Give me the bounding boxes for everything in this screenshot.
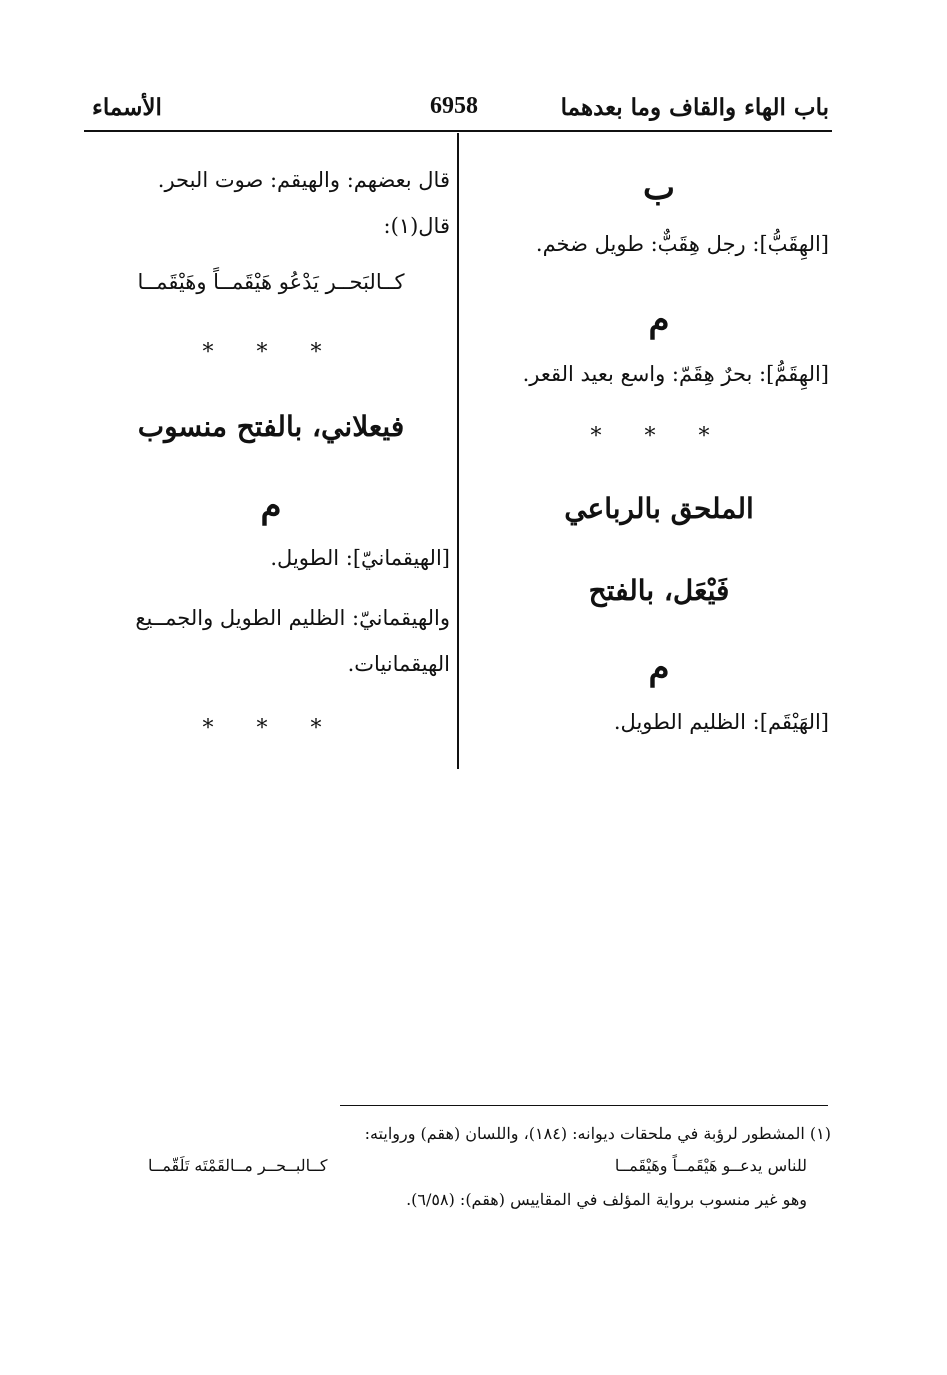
header-rule <box>84 130 832 132</box>
section-separator-stars: * * * <box>202 716 340 741</box>
footnote-reference: وهو غير منسوب برواية المؤلف في المقاييس (هقم): (٦/٥٨). <box>406 1190 807 1209</box>
page-number: 6958 <box>430 93 478 119</box>
entry-hiqamm: [الهِقَمُّ]: بحرٌ هِقَمّ: واسع بعيد القعر. <box>522 362 829 386</box>
root-letter-mim: م <box>648 648 670 688</box>
quote-intro: قال بعضهم: والهيقم: صوت البحر. <box>157 168 450 192</box>
footnote-verse-first: للناس يدعــو هَيْقَمــاً وهَيْقَمــا <box>614 1156 807 1175</box>
poetry-verse: كــالبَحــر يَدْعُو هَيْقَمــاً وهَيْقَمــا <box>137 270 405 294</box>
section-separator-stars: * * * <box>202 340 340 365</box>
root-letter-mim: م <box>260 486 282 526</box>
quote-attribution: قال(١): <box>383 214 450 238</box>
entry-hayqamani-plural: الهيقمانيات. <box>347 652 450 676</box>
section-separator-stars: * * * <box>590 424 728 449</box>
root-letter-mim: م <box>648 300 670 340</box>
section-heading-mulhaq: الملحق بالرباعي <box>564 492 754 525</box>
entry-hayqam: [الهَيْقَم]: الظليم الطويل. <box>613 710 829 734</box>
column-divider <box>457 133 459 769</box>
root-letter-ba: ب <box>642 168 675 208</box>
pattern-heading-fayalani: فيعلاني، بالفتح منسوب <box>137 410 405 443</box>
section-title: الأسماء <box>92 94 162 121</box>
entry-hiqabb: [الهِقَبُّ]: رجل هِقَبٌّ: طويل ضخم. <box>535 232 829 256</box>
chapter-title: باب الهاء والقاف وما بعدهما <box>560 94 829 121</box>
footnote-rule <box>340 1105 828 1106</box>
pattern-heading-fayal: فَيْعَل، بالفتح <box>588 574 730 607</box>
footnote-verse-second: كــالبــحــر مــالقَمْتَه تَلَقّمــا <box>148 1156 328 1175</box>
entry-hayqamani: [الهيقمانيّ]: الطويل. <box>270 546 450 570</box>
footnote-source: (١) المشطور لرؤبة في ملحقات ديوانه: (١٨٤)، واللسان (هقم) وروايته: <box>364 1124 831 1143</box>
entry-hayqamani-definition: والهيقمانيّ: الظليم الطويل والجمــيع <box>135 606 450 630</box>
